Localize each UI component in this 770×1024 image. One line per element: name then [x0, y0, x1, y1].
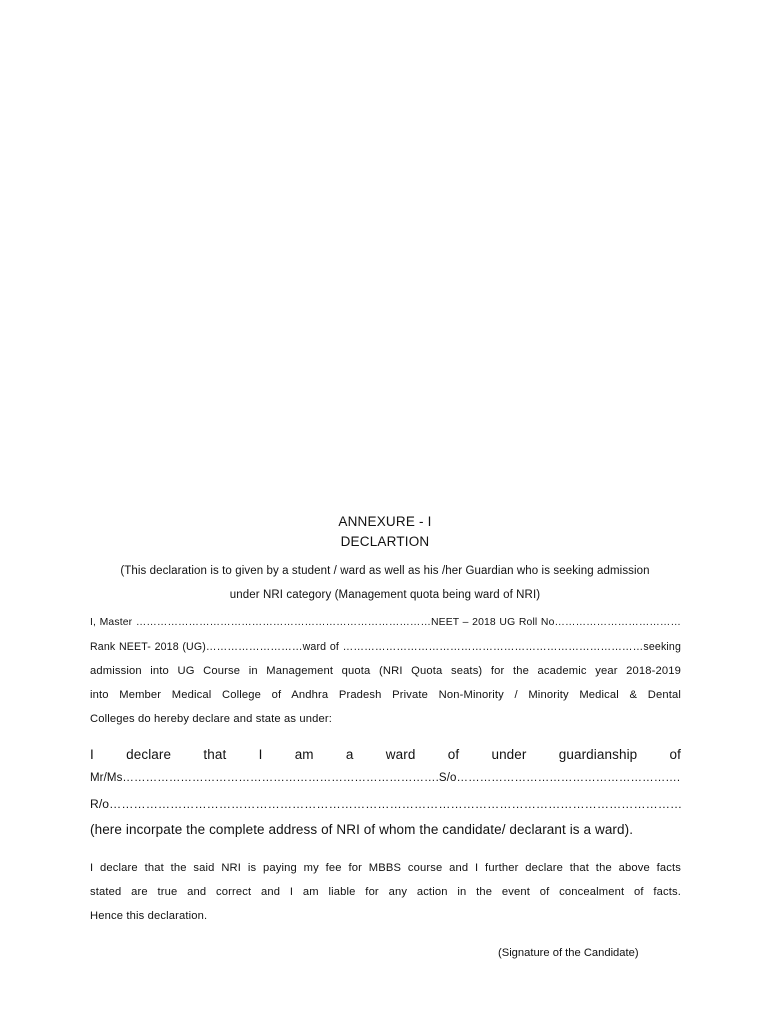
final-line-3: Hence this declaration.: [90, 910, 208, 922]
body-line-2: Rank NEET- 2018 (UG)………………………ward of …………………………………………………………………………seeking: [90, 641, 681, 653]
intro-line-2: under NRI category (Management quota being ward of NRI): [229, 589, 541, 601]
guardianship-word: of: [669, 747, 682, 762]
guardianship-word: guardianship: [558, 747, 638, 762]
guardianship-word: I: [90, 747, 94, 762]
guardianship-word: I: [258, 747, 263, 762]
body-line-5: Colleges do hereby declare and state as under:: [90, 713, 332, 725]
guardianship-word: am: [294, 747, 314, 762]
guardianship-line-3: R/o……………………………………………………………………………………………………………………………: [90, 797, 683, 811]
declaration-title: DECLARTION: [340, 534, 430, 549]
intro-line-1: (This declaration is to given by a student / ward as well as his /her Guardian who is seeking admission: [120, 565, 650, 577]
body-line-3: admission into UG Course in Management quota (NRI Quota seats) for the academic year 2018-2019: [90, 665, 681, 677]
final-line-2: stated are true and correct and I am liable for any action in the event of concealment of facts.: [90, 886, 681, 898]
guardianship-word: under: [491, 747, 527, 762]
signature-label: (Signature of the Candidate): [498, 947, 639, 959]
guardianship-word: of: [447, 747, 460, 762]
guardianship-line-1: [90, 747, 681, 762]
guardianship-word: ward: [385, 747, 416, 762]
guardianship-line-4: (here incorpate the complete address of NRI of whom the candidate/ declarant is a ward).: [90, 822, 634, 837]
guardianship-line-2: Mr/Ms……………………………………………………………………….S/o………………………………………………….: [90, 772, 681, 784]
body-line-1: I, Master …………………………………………………………………………NEET – 2018 UG Roll No………………………………: [90, 617, 681, 628]
guardianship-word: declare: [126, 747, 172, 762]
final-line-1: I declare that the said NRI is paying my fee for MBBS course and I further declare that the above facts: [90, 862, 681, 874]
guardianship-word: a: [345, 747, 354, 762]
body-line-4: into Member Medical College of Andhra Pradesh Private Non-Minority / Minority Medical & Dental: [90, 689, 681, 701]
guardianship-word: that: [203, 747, 227, 762]
annexure-title: ANNEXURE - I: [338, 514, 432, 529]
